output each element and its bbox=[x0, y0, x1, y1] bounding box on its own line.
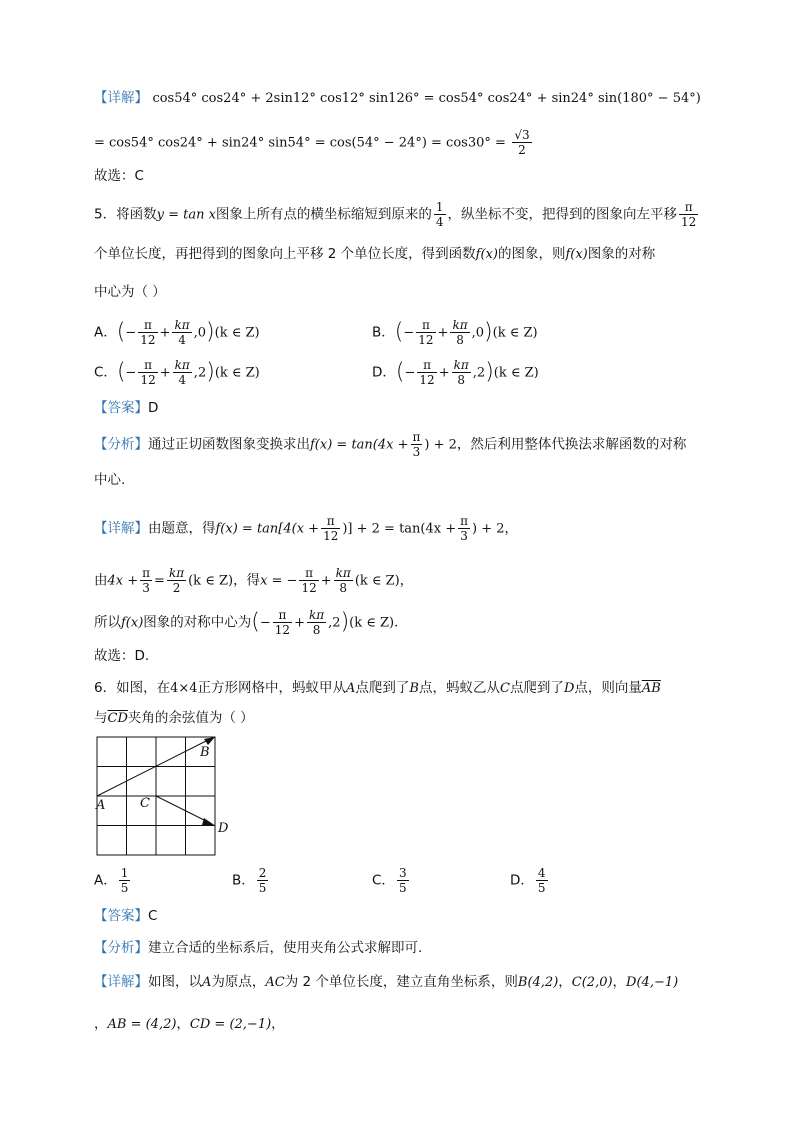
arrow-head-cd bbox=[202, 818, 215, 826]
detail-line-2 bbox=[94, 128, 734, 157]
q5-frac-quarter: $\frac{1}{4}$ bbox=[435, 200, 444, 229]
label-b: B bbox=[200, 745, 210, 760]
vector-cd bbox=[156, 796, 211, 824]
q5-option-d[interactable]: D．(− $\frac{\pi}{12}$ + $\frac{k\pi}{8}$ ,2)(k ∈ Z) bbox=[372, 358, 539, 387]
label-c: C bbox=[140, 796, 150, 811]
detail-line-1 bbox=[94, 88, 734, 109]
choose-c-line: 故选：C bbox=[94, 168, 144, 184]
q6-line-2: 与$\overline{CD}$夹角的余弦值为（ ） bbox=[94, 710, 254, 726]
q6-answer: C bbox=[148, 908, 158, 924]
detail-equation-1: cos54° cos24° + 2sin12° cos12° sin126° = cos54° cos24° + sin24° sin(180° − 54°) bbox=[152, 91, 701, 106]
sqrt3-over-2: $\frac{√3}{2}$ bbox=[514, 128, 530, 157]
q5-detail-line-2: 由4x + $\frac{\pi}{3}$ = $\frac{k\pi}{2}$ (k ∈ Z)，得x = − $\frac{\pi}{12}$ + $\frac{k\pi}{8}$ (k ∈ Z)， bbox=[94, 566, 413, 595]
q5-option-a[interactable]: A．(− $\frac{\pi}{12}$ + $\frac{k\pi}{4}$ ,0)(k ∈ Z) bbox=[94, 318, 260, 347]
q5-option-b[interactable]: B．(− $\frac{\pi}{12}$ + $\frac{k\pi}{8}$ ,0)(k ∈ Z) bbox=[372, 318, 538, 347]
q6-detail-line-2: ，AB = (4,2)，CD = (2,−1)， bbox=[94, 1016, 285, 1032]
label-a: A bbox=[96, 798, 106, 813]
detail-equation-2: = cos54° cos24° + sin24° sin54° = cos(54° − 24°) = cos30° = bbox=[94, 135, 506, 151]
q5-option-c[interactable]: C．(− $\frac{\pi}{12}$ + $\frac{k\pi}{4}$ ,2)(k ∈ Z) bbox=[94, 358, 260, 387]
q5-line-1: 5．将函数y = tan x图象上所有点的横坐标缩短到原来的 $\frac{1}{4}$ ，纵坐标不变，把得到的图象向左平移 $\frac{\pi}{12}$ bbox=[94, 200, 697, 229]
q6-answer-line: 【答案】C bbox=[94, 908, 158, 924]
arrow-head-ab bbox=[204, 737, 215, 745]
q5-frac-pi12: $\frac{\pi}{12}$ bbox=[681, 200, 697, 229]
q6-option-a[interactable]: A． $\frac{1}{5}$ bbox=[94, 866, 129, 895]
q5-line-3: 中心为（ ） bbox=[94, 284, 166, 300]
q6-option-b[interactable]: B． $\frac{2}{5}$ bbox=[232, 866, 267, 895]
q5-choose-line: 故选：D. bbox=[94, 648, 150, 664]
grid-svg bbox=[94, 734, 234, 860]
label-d: D bbox=[218, 821, 229, 836]
q5-analysis-line: 【分析】通过正切函数图象变换求出f(x) = tan(4x + $\frac{\pi}{3}$ ) + 2，然后利用整体代换法求解函数的对称 bbox=[94, 430, 687, 459]
q5-detail-line-3: 所以f(x)图象的对称中心为(− $\frac{\pi}{12}$ + $\frac{k\pi}{8}$ ,2)(k ∈ Z). bbox=[94, 608, 399, 637]
q6-line-1: 6．如图，在4×4正方形网格中，蚂蚁甲从A点爬到了B点，蚂蚁乙从C点爬到了D点，则向量$\overline{AB}$ bbox=[94, 680, 661, 696]
q5-answer: D bbox=[148, 400, 159, 416]
q6-detail-line-1: 【详解】如图，以A为原点，AC为 2 个单位长度，建立直角坐标系，则B(4,2)，C(2,0)，D(4,−1) bbox=[94, 974, 679, 990]
q5-func: y = tan x bbox=[156, 207, 216, 223]
q5-line-2: 个单位长度，再把得到的图象向上平移 2 个单位长度，得到函数f(x)的图象，则f(x)图象的对称 bbox=[94, 246, 656, 262]
detail-tag: 【详解】 bbox=[94, 90, 148, 106]
grid-figure bbox=[94, 734, 234, 860]
q6-option-c[interactable]: C． $\frac{3}{5}$ bbox=[372, 866, 407, 895]
q6-option-d[interactable]: D． $\frac{4}{5}$ bbox=[510, 866, 546, 895]
q6-analysis-line: 【分析】建立合适的坐标系后，使用夹角公式求解即可. bbox=[94, 940, 423, 956]
q5-answer-line: 【答案】D bbox=[94, 400, 159, 416]
q5-analysis-line-2: 中心. bbox=[94, 472, 126, 488]
q5-detail-line-1: 【详解】由题意，得f(x) = tan[4(x + $\frac{\pi}{12}$ )] + 2 = tan(4x + $\frac{\pi}{3}$ ) + 2， bbox=[94, 514, 518, 543]
